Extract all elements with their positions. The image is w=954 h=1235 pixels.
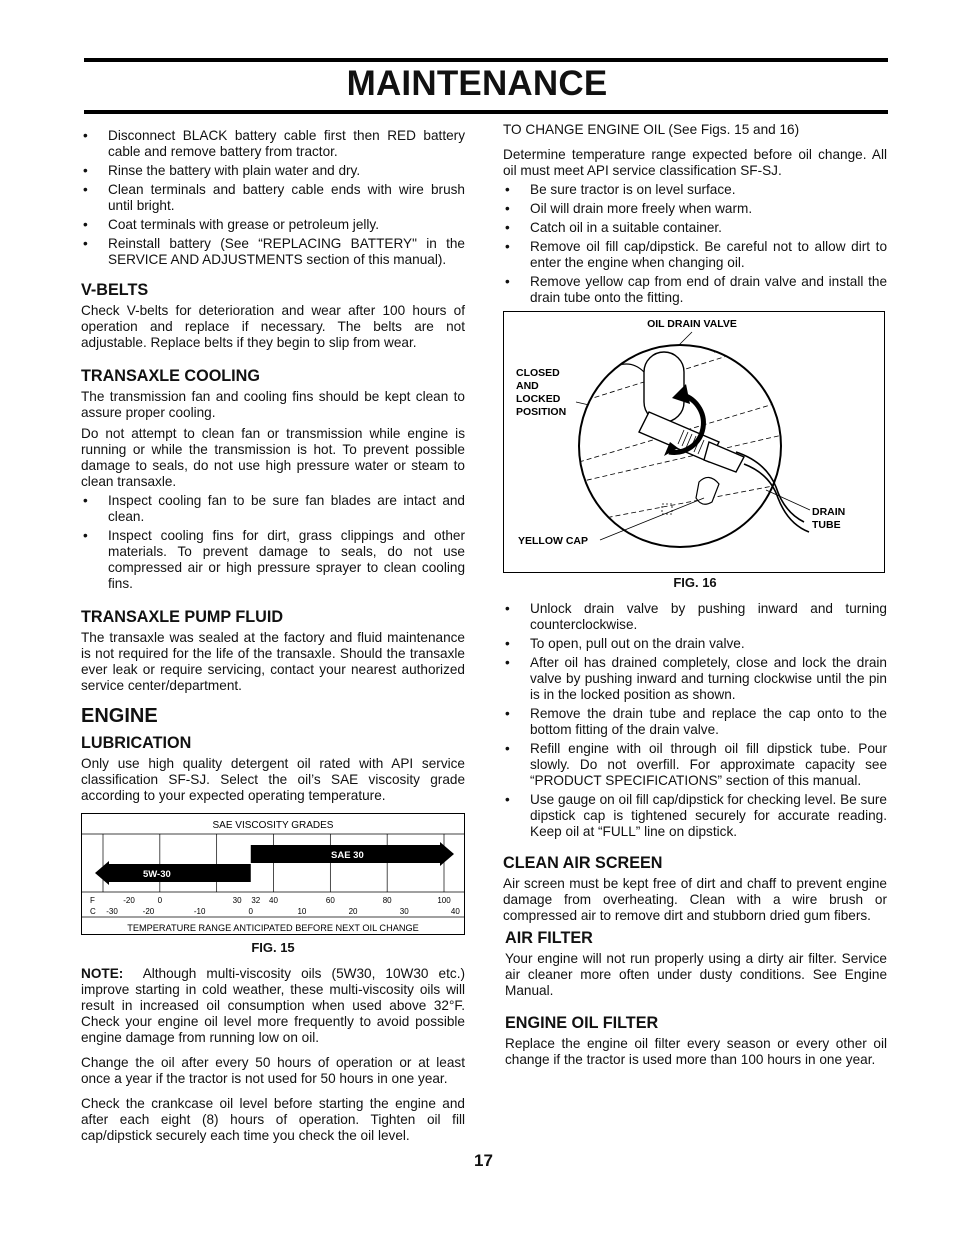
chart-tick-label-c: 30 — [399, 907, 409, 916]
fig16-caption: FIG. 16 — [673, 575, 717, 590]
list-item: • Refill engine with oil through oil fill dipstick tube. Pour slowly. Do not overfill. For approximate capacity see “PRODUCT SPECIFICATIONS” section of this manual. — [503, 741, 887, 789]
chart-tick-label-f: 40 — [269, 896, 278, 905]
chart-tick-label-c: -10 — [193, 907, 206, 916]
list-item: • Rinse the battery with plain water and dry. — [81, 163, 465, 179]
list-item: • Remove oil fill cap/dipstick. Be careful not to allow dirt to enter the engine when changing oil. — [503, 239, 887, 271]
chart-tick-label-c: -20 — [142, 907, 155, 916]
top-rule — [84, 58, 888, 62]
fig15-caption: FIG. 15 — [251, 940, 295, 955]
transaxle-cooling-text-2: Do not attempt to clean fan or transmission while engine is running or while the transmission is hot. To prevent possible damage to seals, do not use high pressure water or steam to clean transaxle. — [81, 426, 465, 489]
chart-tick-label-c: -30 — [106, 907, 118, 916]
chart-bars — [95, 842, 454, 885]
chart-tick-label-c: 40 — [450, 907, 460, 916]
label-and: AND — [516, 380, 539, 392]
list-item: • Use gauge on oil fill cap/dipstick for checking level. Be sure dipstick cap is tightened securely for accurate reading. Keep oil at “FULL” line on dipstick. — [503, 792, 887, 840]
chart-tick-label-f: 80 — [382, 896, 392, 905]
chart-axis-celsius — [90, 907, 460, 916]
list-item: • Disconnect BLACK battery cable first then RED battery cable and remove battery from tractor. — [81, 128, 465, 160]
clean-air-screen-text: Air screen must be kept free of dirt and chaff to prevent engine damage from overheating. Clean with a wire brush or compressed air to remove dirt and stubborn dried gum fibers. — [503, 876, 887, 923]
chart-tick-label-f: 0 — [157, 896, 163, 905]
transaxle-pump-heading: TRANSAXLE PUMP FLUID — [81, 608, 284, 626]
chart-axis-c-label: C — [90, 907, 96, 916]
list-item: • Remove the drain tube and replace the cap onto to the bottom fitting of the drain valve. — [503, 706, 887, 738]
lubrication-text: Only use high quality detergent oil rated with API service classification SF-SJ. Select the oil’s SAE viscosity grade according to your expected operating temperature. — [81, 756, 465, 803]
drain-bullet-list — [503, 601, 887, 840]
oil-drain-valve-diagram — [503, 311, 885, 573]
list-item: • Coat terminals with grease or petroleum jelly. — [81, 217, 465, 233]
label-position: POSITION — [516, 406, 567, 418]
list-item: • Inspect cooling fan to be sure fan blades are intact and clean. — [81, 493, 465, 525]
list-item: • Catch oil in a suitable container. — [503, 220, 887, 236]
note-text: Although multi-viscosity oils (5W30, 10W30 etc.) improve starting in cold weather, these multi-viscosity oils will result in increased oil consumption when used above 32°F. Check your engine oil level more frequently to avoid possible engine damage from running low on oil. — [81, 966, 465, 1045]
list-item: • Inspect cooling fins for dirt, grass clippings and other materials. To prevent damage to seals, do not use compressed air or high pressure sprayer to clean cooling fins. — [81, 528, 465, 592]
viscosity-chart-svg — [82, 814, 464, 934]
air-filter-text: Your engine will not run properly using a dirty air filter. Service air cleaner more often under dusty conditions. See Engine Manual. — [505, 951, 887, 998]
page-title: MAINTENANCE — [346, 64, 608, 103]
note-label: NOTE: — [81, 966, 124, 981]
list-item: • To open, pull out on the drain valve. — [503, 636, 887, 652]
title-underline-rule — [84, 110, 888, 114]
chart-tick-label-c: 0 — [248, 907, 253, 916]
chart-xlabel: TEMPERATURE RANGE ANTICIPATED BEFORE NEXT OIL CHANGE — [127, 923, 419, 933]
clean-air-screen-heading: CLEAN AIR SCREEN — [503, 854, 663, 872]
label-drain: DRAIN — [812, 506, 846, 518]
right-column — [503, 122, 887, 1073]
left-column — [81, 128, 465, 1149]
chart-title: SAE VISCOSITY GRADES — [212, 820, 334, 831]
label-tube: TUBE — [812, 519, 841, 531]
leader-line-drain — [766, 490, 810, 510]
list-item: • Clean terminals and battery cable ends with wire brush until bright. — [81, 182, 465, 214]
oil-drain-valve-drawing — [504, 312, 884, 572]
chart-tick-label-f: 100 — [437, 896, 451, 905]
list-item: • Unlock drain valve by pushing inward and turning counterclockwise. — [503, 601, 887, 633]
transaxle-cooling-text-1: The transmission fan and cooling fins should be kept clean to assure proper cooling. — [81, 389, 465, 420]
chart-tick-label-f: 60 — [325, 896, 335, 905]
label-oil-drain-valve: OIL DRAIN VALVE — [647, 318, 737, 330]
chart-bar-label: SAE 30 — [331, 850, 364, 861]
label-closed-locked-position — [516, 367, 566, 418]
list-item: • Remove yellow cap from end of drain valve and install the drain tube onto the fitting. — [503, 274, 887, 306]
list-item: • Reinstall battery (See “REPLACING BATTERY" in the SERVICE AND ADJUSTMENTS section of this manual). — [81, 236, 465, 268]
chart-tick-label-f: -20 — [123, 896, 135, 905]
chart-axis-fahrenheit — [90, 896, 451, 905]
lubrication-heading: LUBRICATION — [81, 734, 192, 752]
transaxle-cooling-bullet-list — [81, 493, 465, 592]
vbelts-heading: V-BELTS — [81, 281, 149, 299]
change-oil-heading: TO CHANGE ENGINE OIL (See Figs. 15 and 16) — [503, 122, 800, 137]
list-item: • Oil will drain more freely when warm. — [503, 201, 887, 217]
chart-bar-label: 5W-30 — [142, 869, 171, 880]
vbelts-text: Check V-belts for deterioration and wear after 100 hours of operation and replace if necessary. The belts are not adjustable. Replace belts if they begin to slip from wear. — [81, 303, 465, 350]
chart-axis-f-label: F — [90, 896, 95, 905]
transaxle-pump-text: The transaxle was sealed at the factory and fluid maintenance is not required for the life of the transaxle. Should the transaxle ever leak or require servicing, contact your nearest authorized service center/department. — [81, 630, 465, 693]
prep-bullet-list — [503, 182, 887, 306]
list-item: • Be sure tractor is on level surface. — [503, 182, 887, 198]
engine-oil-filter-heading: ENGINE OIL FILTER — [505, 1014, 659, 1032]
engine-heading: ENGINE — [81, 705, 158, 727]
chart-tick-label-f: 32 — [251, 896, 261, 905]
page-number: 17 — [474, 1151, 493, 1170]
check-crankcase-text: Check the crankcase oil level before starting the engine and after each eight (8) hours of operation. Tighten oil fill cap/dipstick securely each time you check the oil level. — [81, 1096, 465, 1143]
label-closed: CLOSED — [516, 367, 560, 379]
air-filter-heading: AIR FILTER — [505, 929, 593, 947]
chart-tick-label-c: 20 — [348, 907, 358, 916]
chart-tick-label-f: 30 — [232, 896, 242, 905]
chart-tick-label-c: 10 — [297, 907, 307, 916]
label-yellow-cap: YELLOW CAP — [518, 535, 588, 547]
change-oil-text: Change the oil after every 50 hours of operation or at least once a year if the tractor is not used for 50 hours in one year. — [81, 1055, 465, 1086]
note-paragraph — [81, 966, 465, 1046]
list-item: • After oil has drained completely, close and lock the drain valve by pushing inward and turning clockwise until the pin is in the locked position as shown. — [503, 655, 887, 703]
transaxle-cooling-heading: TRANSAXLE COOLING — [81, 367, 260, 385]
viscosity-chart — [81, 813, 465, 935]
engine-oil-filter-text: Replace the engine oil filter every season or every other oil change if the tractor is used more than 100 hours in one year. — [505, 1036, 887, 1067]
label-locked: LOCKED — [516, 393, 561, 405]
change-oil-intro: Determine temperature range expected before oil change. All oil must meet API service classification SF-SJ. — [503, 147, 887, 178]
battery-bullet-list — [81, 128, 465, 268]
label-drain-tube — [812, 506, 845, 531]
chart-bar-5w30 — [95, 861, 251, 885]
